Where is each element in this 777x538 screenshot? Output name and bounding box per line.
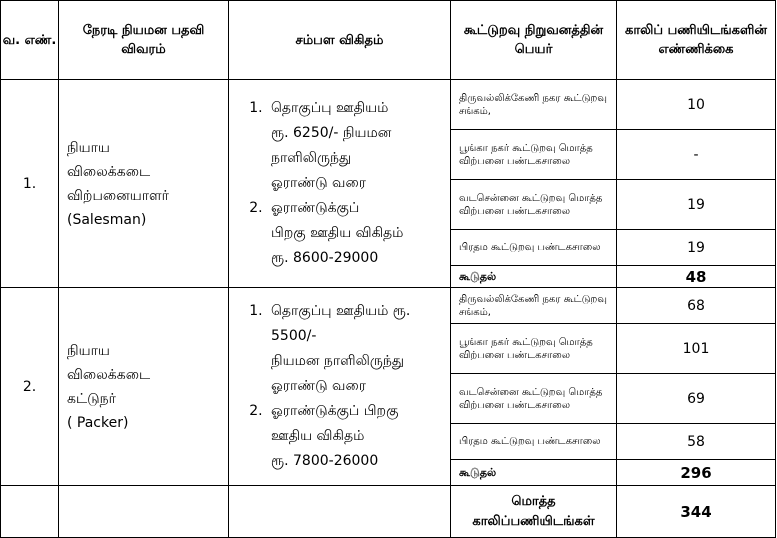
pay-item xyxy=(267,96,450,196)
pay-line: 2. ஓராண்டுக்குப் பிறகு xyxy=(271,403,399,419)
vacancy-count: 19 xyxy=(617,230,776,266)
society-name: திருவல்லிக்கேணி நகர கூட்டுறவு சங்கம், xyxy=(451,288,617,324)
header-sno: வ. எண். xyxy=(1,1,59,80)
pay-line: 2. ஓராண்டுக்குப் xyxy=(271,200,360,216)
subtotal-label: கூடுதல் xyxy=(451,460,617,486)
vacancy-count: 69 xyxy=(617,374,776,424)
post-name xyxy=(59,80,229,288)
post-line: (Salesman) xyxy=(67,211,147,228)
pay-scale xyxy=(229,288,451,486)
post-line: ( Packer) xyxy=(67,414,129,431)
post-line: விலைக்கடை xyxy=(67,163,151,180)
post-line: நியாய xyxy=(67,342,110,359)
header-society: கூட்டுறவு நிறுவனத்தின் பெயர் xyxy=(451,1,617,80)
society-name: பிரதம கூட்டுறவு பண்டகசாலை xyxy=(451,424,617,460)
pay-line: ரூ. 6250/- நியமன xyxy=(271,125,392,141)
pay-item xyxy=(267,399,450,474)
subtotal-value: 296 xyxy=(617,460,776,486)
empty-cell xyxy=(229,486,451,538)
vacancy-count: 101 xyxy=(617,324,776,374)
header-pay: சம்பள விகிதம் xyxy=(229,1,451,80)
pay-line: ஓராண்டு வரை xyxy=(271,175,366,191)
empty-cell xyxy=(1,486,59,538)
vacancy-count: 10 xyxy=(617,80,776,130)
header-count: காலிப் பணியிடங்களின் எண்ணிக்கை xyxy=(617,1,776,80)
society-name: பூங்கா நகர் கூட்டுறவு மொத்த விற்பனை பண்டகசாலை xyxy=(451,130,617,180)
serial-number: 2. xyxy=(1,288,59,486)
vacancy-count: 68 xyxy=(617,288,776,324)
pay-item xyxy=(267,299,450,399)
pay-line: நியமன நாளிலிருந்து xyxy=(271,353,405,369)
header-row xyxy=(1,1,776,80)
table-row xyxy=(1,80,776,130)
grand-total-value: 344 xyxy=(617,486,776,538)
pay-line: ரூ. 7800-26000 xyxy=(271,453,379,469)
post-line: நியாய xyxy=(67,139,110,156)
society-name: திருவல்லிக்கேணி நகர கூட்டுறவு சங்கம், xyxy=(451,80,617,130)
society-name: வடசென்னை கூட்டுறவு மொத்த விற்பனை பண்டகசாலை xyxy=(451,374,617,424)
society-name: வடசென்னை கூட்டுறவு மொத்த விற்பனை பண்டகசாலை xyxy=(451,180,617,230)
grand-total-label: மொத்த காலிப்பணியிடங்கள் xyxy=(451,486,617,538)
header-post: நேரடி நியமன பதவி விவரம் xyxy=(59,1,229,80)
subtotal-label: கூடுதல் xyxy=(451,266,617,288)
society-name: பிரதம கூட்டுறவு பண்டகசாலை xyxy=(451,230,617,266)
post-line: விலைக்கடை xyxy=(67,366,151,383)
pay-line: ரூ. 8600-29000 xyxy=(271,250,379,266)
pay-line: 1. தொகுப்பு ஊதியம் ரூ. xyxy=(271,303,411,319)
vacancy-count: 58 xyxy=(617,424,776,460)
post-line: கட்டுநர் xyxy=(67,390,116,407)
pay-scale xyxy=(229,80,451,288)
pay-item xyxy=(267,196,450,271)
pay-line: 5500/- xyxy=(271,328,317,344)
serial-number: 1. xyxy=(1,80,59,288)
pay-line: பிறகு ஊதிய விகிதம் xyxy=(271,225,404,241)
pay-line: நாளிலிருந்து xyxy=(271,150,352,166)
grand-total-row xyxy=(1,486,776,538)
post-name xyxy=(59,288,229,486)
pay-line: 1. தொகுப்பு ஊதியம் xyxy=(271,100,389,116)
table-row xyxy=(1,288,776,324)
pay-line: ஊதிய விகிதம் xyxy=(271,428,365,444)
pay-line: ஓராண்டு வரை xyxy=(271,378,366,394)
post-line: விற்பனையாளர் xyxy=(67,187,169,204)
empty-cell xyxy=(59,486,229,538)
subtotal-value: 48 xyxy=(617,266,776,288)
vacancy-count: 19 xyxy=(617,180,776,230)
society-name: பூங்கா நகர் கூட்டுறவு மொத்த விற்பனை பண்டகசாலை xyxy=(451,324,617,374)
vacancy-count: - xyxy=(617,130,776,180)
